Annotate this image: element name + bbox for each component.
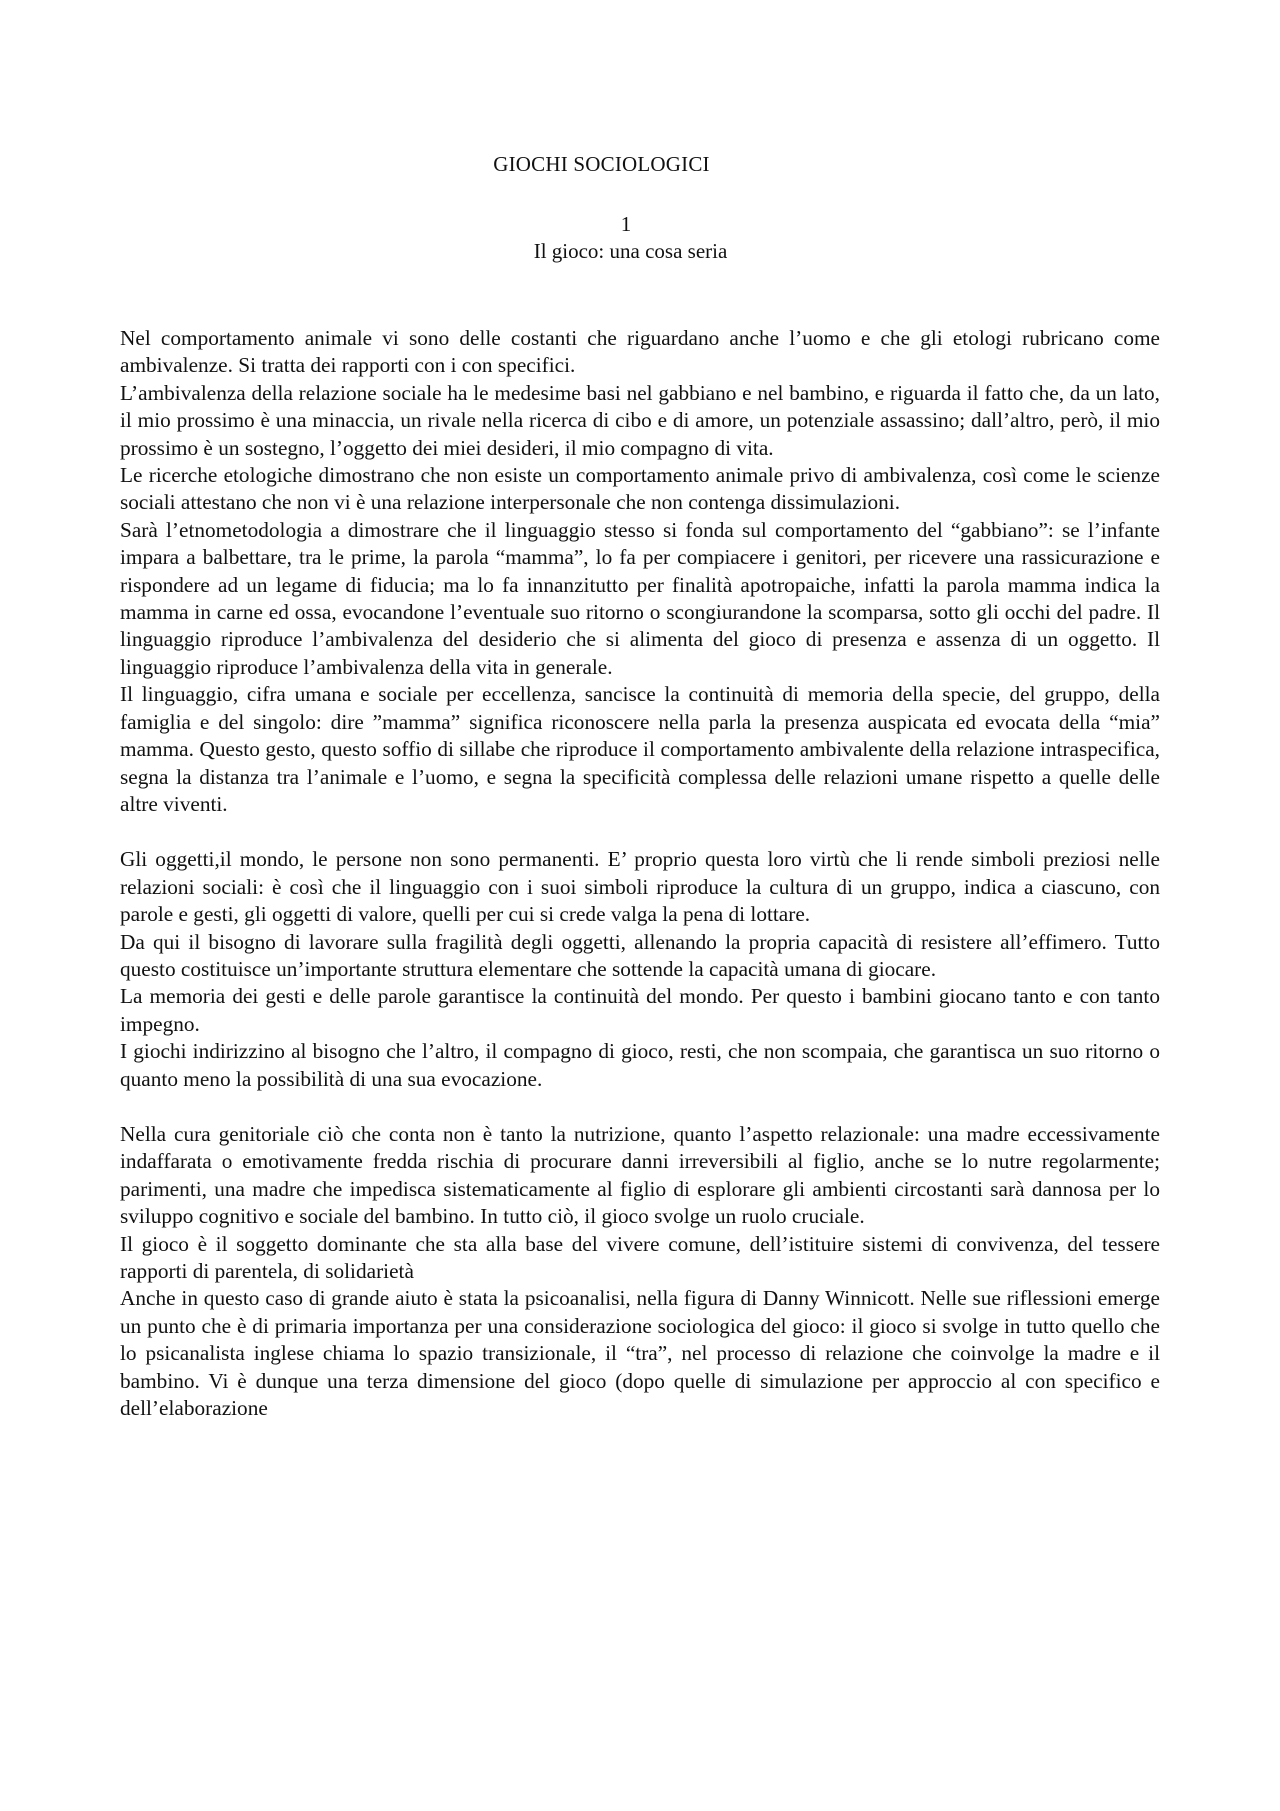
paragraph: Il gioco è il soggetto dominante che sta alla base del vivere comune, dell’istituire sistemi di convivenza, del tessere rapporti di parentela, di solidarietà [120, 1231, 1160, 1283]
chapter-number: 1 [620, 212, 632, 236]
paragraph: Il linguaggio, cifra umana e sociale per eccellenza, sancisce la continuità di memoria della specie, del gruppo, della famiglia e del singolo: dire ”mamma” significa riconoscere nella parla la presenza auspicata ed evocata della “mia” mamma. Questo gesto, questo soffio di sillabe che riproduce il comportamento ambivalente della relazione intraspecifica, segna la distanza tra l’animale e l’uomo, e segna la specificità complessa delle relazioni umane rispetto a quelle delle altre viventi. [120, 682, 1160, 816]
paragraph: I giochi indirizzino al bisogno che l’altro, il compagno di gioco, resti, che non scompaia, che garantisca un suo ritorno o quanto meno la possibilità di una sua evocazione. [120, 1039, 1160, 1091]
paragraph: Gli oggetti,il mondo, le persone non sono permanenti. E’ proprio questa loro virtù che li rende simboli preziosi nelle relazioni sociali: è così che il linguaggio con i suoi simboli riproduce la cultura di un gruppo, indica a ciascuno, con parole e gesti, gli oggetti di valore, quelli per cui si crede valga la pena di lottare. [120, 847, 1160, 927]
section-2 [120, 846, 1160, 1093]
paragraph: Sarà l’etnometodologia a dimostrare che il linguaggio stesso si fonda sul comportamento del “gabbiano”: se l’infante impara a balbettare, tra le prime, la parola “mamma”, lo fa per compiacere i genitori, per ricevere una rassicurazione e rispondere ad un legame di fiducia; ma lo fa innanzitutto per finalità apotropaiche, infatti la parola mamma indica la mamma in carne ed ossa, evocandone l’eventuale suo ritorno o scongiurandone la scomparsa, sotto gli occhi del padre. Il linguaggio riproduce l’ambivalenza del desiderio che si alimenta del gioco di presenza e assenza di un oggetto. Il linguaggio riproduce l’ambivalenza della vita in generale. [120, 517, 1160, 679]
paragraph: Nel comportamento animale vi sono delle costanti che riguardano anche l’uomo e che gli etologi rubricano come ambivalenze. Si tratta dei rapporti con i con specifici. [120, 326, 1160, 378]
paragraph: Nella cura genitoriale ciò che conta non è tanto la nutrizione, quanto l’aspetto relazionale: una madre eccessivamente indaffarata o emotivamente fredda rischia di procurare danni irreversibili al figlio, anche se lo nutre regolarmente; parimenti, una madre che impedisca sistematicamente al figlio di esplorare gli ambienti circostanti sarà dannosa per lo sviluppo cognitivo e sociale del bambino. In tutto ciò, il gioco svolge un ruolo cruciale. [120, 1121, 1160, 1229]
section-gap [120, 1093, 1160, 1121]
paragraph: L’ambivalenza della relazione sociale ha le medesime basi nel gabbiano e nel bambino, e riguarda il fatto che, da un lato, il mio prossimo è una minaccia, un rivale nella ricerca di cibo e di amore, un potenziale assassino; dall’altro, però, il mio prossimo è un sostegno, l’oggetto dei miei desideri, il mio compagno di vita. [120, 380, 1160, 460]
paragraph: Le ricerche etologiche dimostrano che non esiste un comportamento animale privo di ambivalenza, così come le scienze sociali attestano che non vi è una relazione interpersonale che non contenga dissimulazioni. [120, 463, 1160, 515]
paragraph: Da qui il bisogno di lavorare sulla fragilità degli oggetti, allenando la propria capacità di resistere all’effimero. Tutto questo costituisce un’importante struttura elementare che sottende la capacità umana di giocare. [120, 929, 1160, 981]
paragraph: La memoria dei gesti e delle parole garantisce la continuità del mondo. Per questo i bambini giocano tanto e con tanto impegno. [120, 984, 1160, 1036]
paragraph: Anche in questo caso di grande aiuto è stata la psicoanalisi, nella figura di Danny Winnicott. Nelle sue riflessioni emerge un punto che è di primaria importanza per una considerazione sociologica del gioco: il gioco si svolge in tutto quello che lo psicanalista inglese chiama lo spazio transizionale, il “tra”, nel processo di relazione che coinvolge la madre e il bambino. Vi è dunque una terza dimensione del gioco (dopo quelle di simulazione per approccio al con specifico e dell’elaborazione [120, 1286, 1160, 1421]
section-1 [120, 325, 1160, 818]
section-gap [120, 818, 1160, 846]
chapter-title: Il gioco: una cosa seria [533, 239, 728, 263]
section-3 [120, 1121, 1160, 1422]
document-title: GIOCHI SOCIOLOGICI [493, 152, 710, 176]
document-body [120, 325, 1160, 1422]
